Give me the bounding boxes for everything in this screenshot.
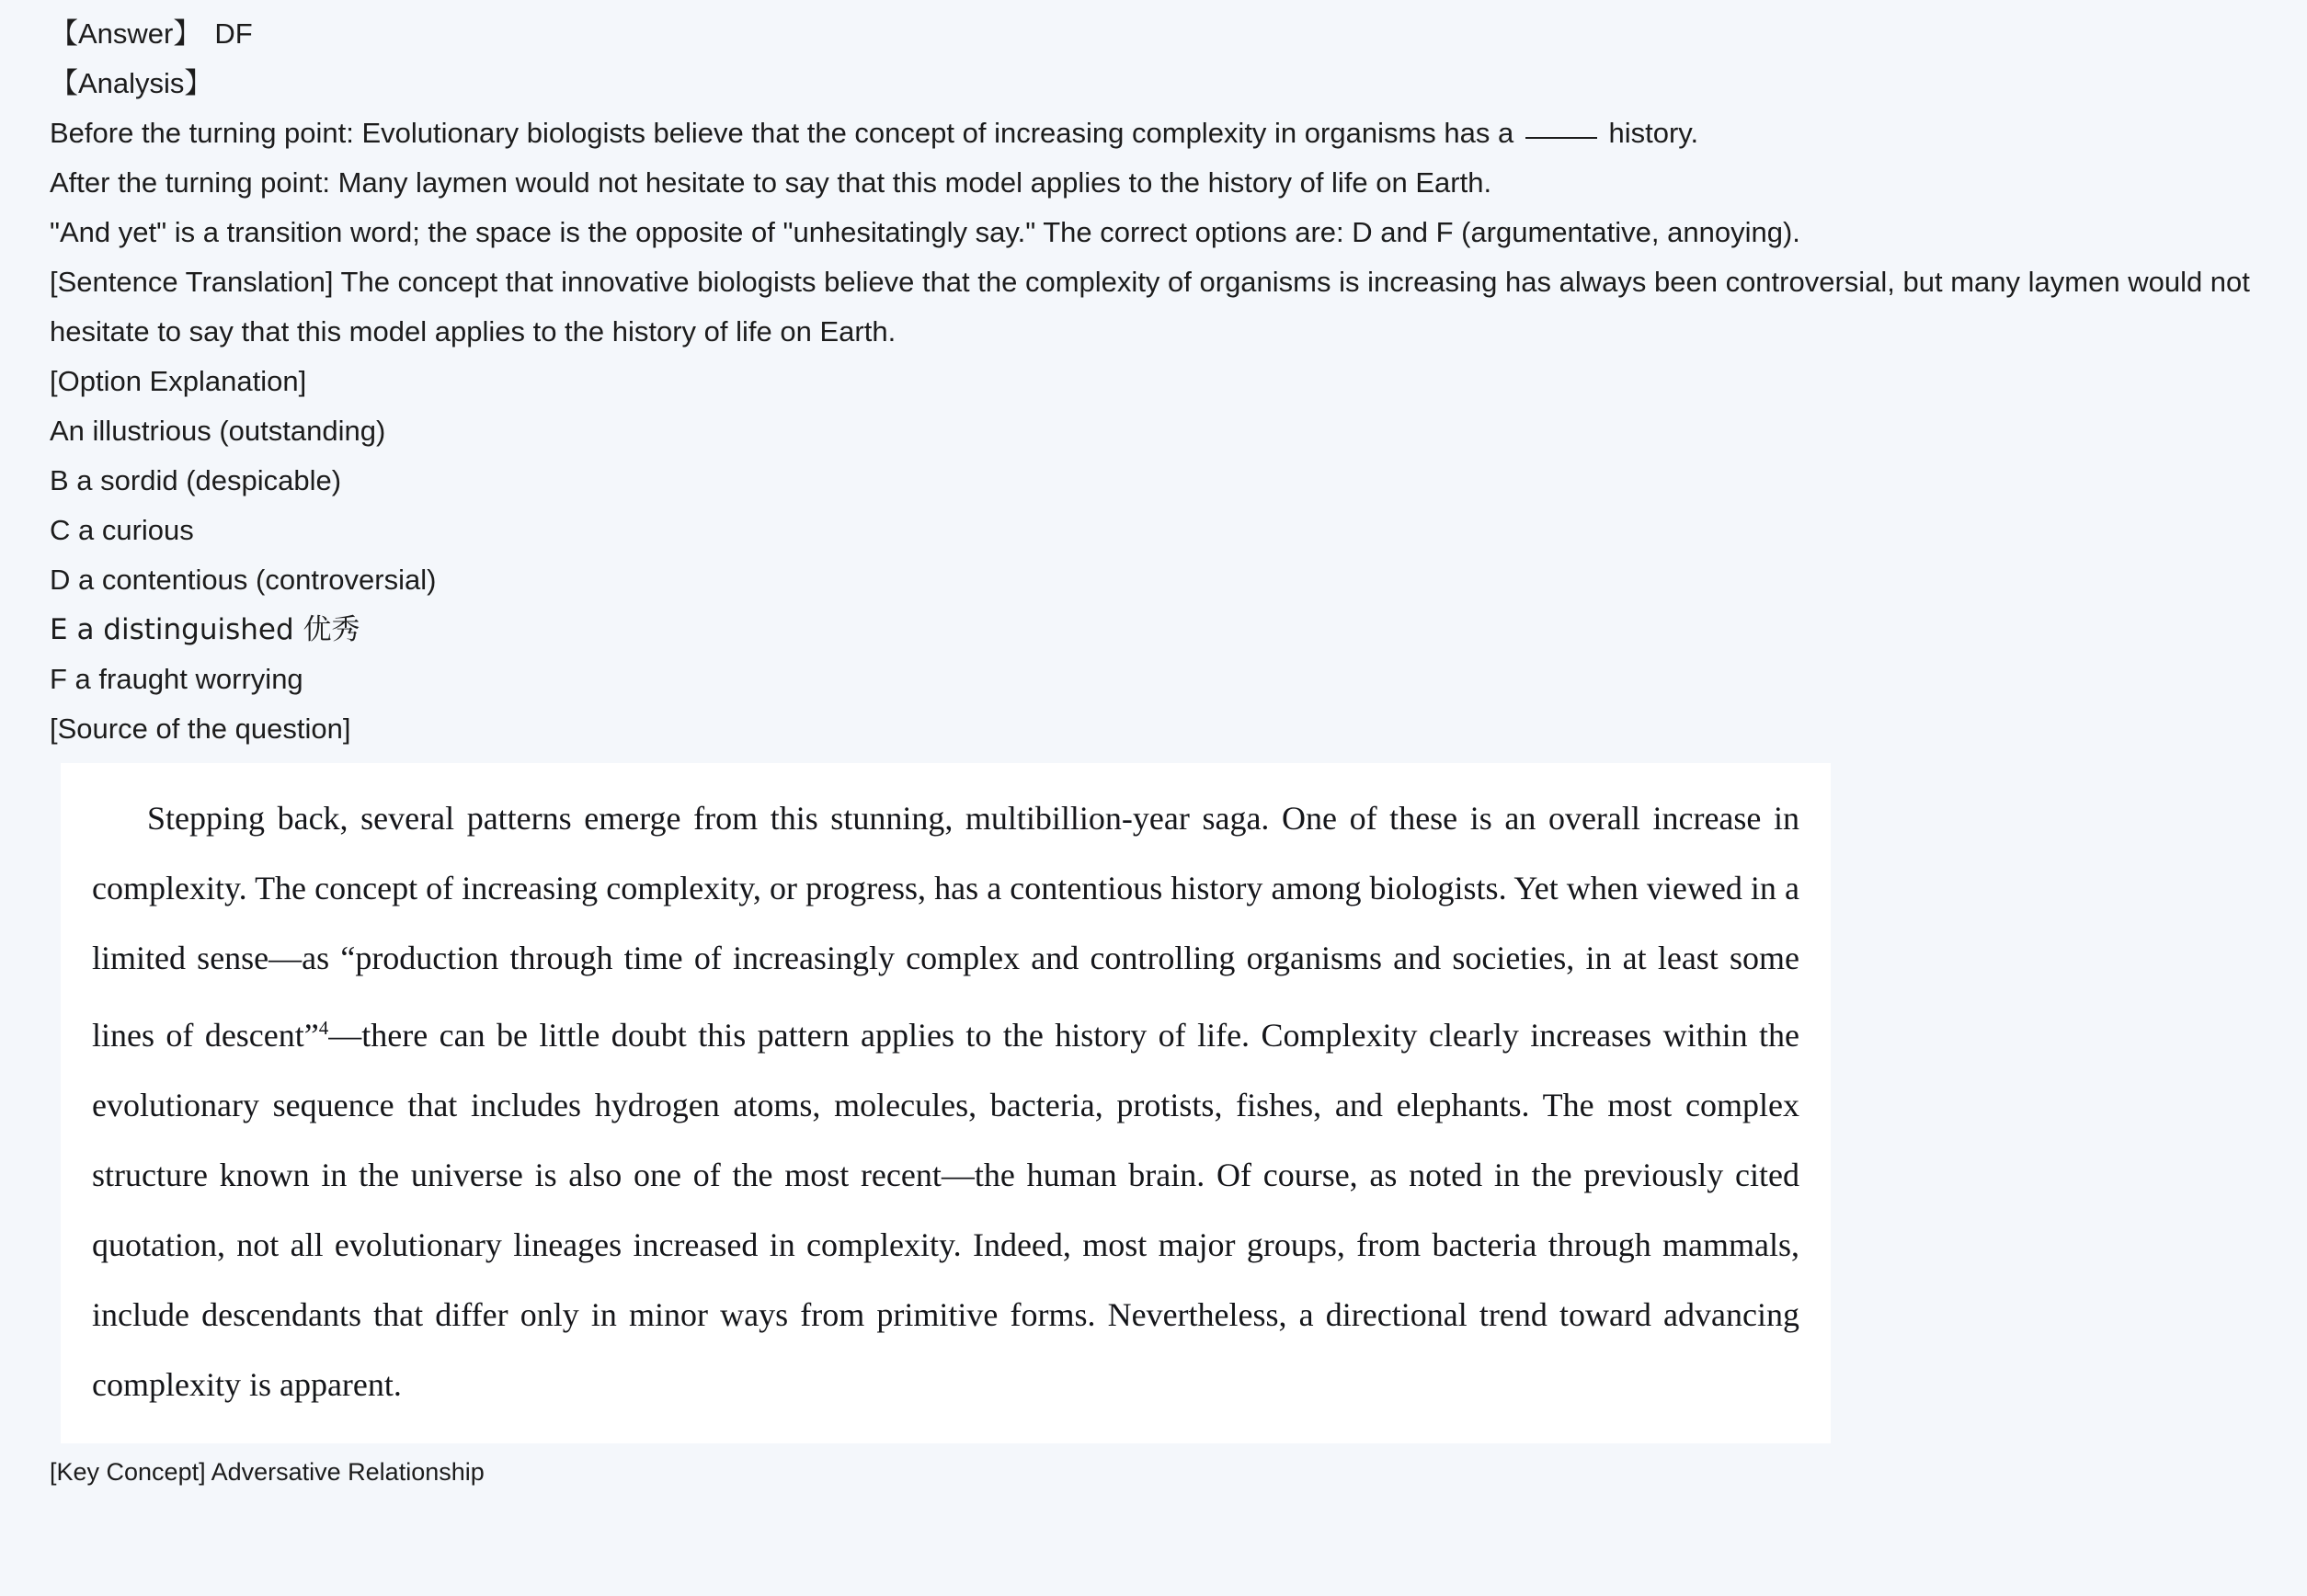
answer-line — [50, 9, 2270, 59]
transition-note-line: "And yet" is a transition word; the space is the opposite of "unhesitatingly say." The correct options are: D and F (argumentative, annoying). — [50, 216, 1800, 248]
before-turning-point-text-end: history. — [1600, 117, 1699, 149]
before-turning-point-text: Before the turning point: Evolutionary biologists believe that the concept of increasing complexity in organisms has a — [50, 117, 1522, 149]
excerpt-part-two: —there can be little doubt this pattern applies to the history of life. Complexity clearly increases within the evolutionary sequence that includes hydrogen atoms, molecules, bacteria, protists, fishes, and elephants. The most complex structure known in the universe is also one of the most recent—the human brain. Of course, as noted in the previously cited quotation, not all evolutionary lineages increased in complexity. Indeed, most major groups, from bacteria through mammals, include descendants that differ only in minor ways from primitive forms. Nevertheless, a directional trend toward advancing complexity is apparent. — [92, 1017, 1799, 1403]
source-excerpt-card — [61, 763, 1831, 1443]
option-item-f: F a fraught worrying — [50, 663, 303, 695]
option-item-d: D a contentious (controversial) — [50, 564, 437, 596]
footnote-marker: 4 — [318, 1017, 329, 1039]
key-concept-line: [Key Concept] Adversative Relationship — [50, 1458, 485, 1486]
after-turning-point-line: After the turning point: Many laymen would not hesitate to say that this model applies to the history of life on Earth. — [50, 166, 1492, 199]
answer-value: DF — [214, 17, 253, 50]
before-turning-point-line — [50, 108, 2270, 158]
excerpt-part-one: Stepping back, several patterns emerge from this stunning, multibillion-year saga. One of these is an overall increase in complexity. The concept of increasing complexity, or progress, has a contentious history among biologists. Yet when viewed in a limited sense—as “production through time of increasingly complex and controlling organisms and societies, in at least some lines of descent” — [92, 800, 1799, 1054]
analysis-label: 【Analysis】 — [50, 67, 213, 99]
sentence-translation-line: [Sentence Translation] The concept that innovative biologists believe that the complexity of organisms is increasing has always been controversial, but many laymen would not hesitate to say that this model applies to the history of life on Earth. — [50, 266, 2250, 348]
source-of-question-heading: [Source of the question] — [50, 712, 351, 745]
answer-label: 【Answer】 — [50, 17, 202, 50]
answer-analysis-block — [0, 9, 2307, 754]
option-explanation-heading: [Option Explanation] — [50, 365, 307, 397]
blank-placeholder — [1525, 137, 1597, 139]
option-item-b: B a sordid (despicable) — [50, 464, 342, 496]
option-item-c: C a curious — [50, 514, 194, 546]
source-excerpt-text — [92, 783, 1799, 1419]
option-item-a: An illustrious (outstanding) — [50, 415, 386, 447]
option-item-e: E a distinguished 优秀 — [50, 613, 360, 646]
